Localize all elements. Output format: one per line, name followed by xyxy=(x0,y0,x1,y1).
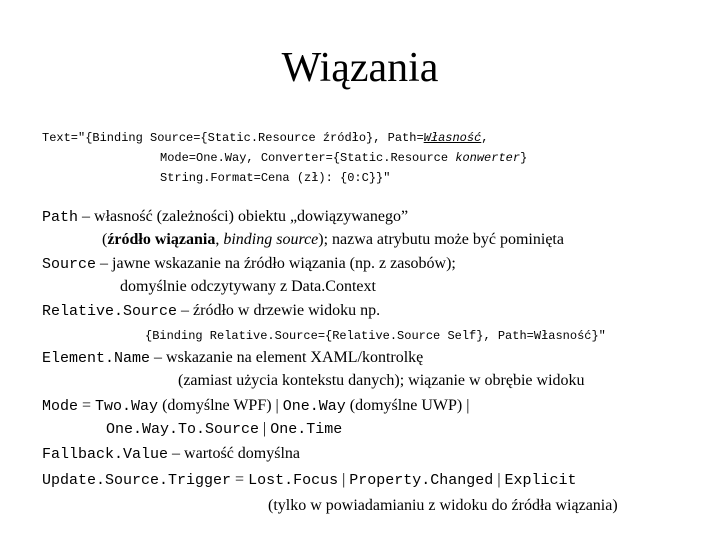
code-line-3: String.Format=Cena (zł): {0:C}}" xyxy=(160,171,391,185)
path-term: Path xyxy=(42,209,79,226)
update-trigger-term: Update.Source.Trigger xyxy=(42,472,232,489)
source-item xyxy=(42,254,456,275)
mode-one-time: One.Time xyxy=(270,421,343,438)
relative-source-item xyxy=(42,301,380,322)
code-line-1-property: Własność xyxy=(423,131,482,145)
fallback-term: Fallback.Value xyxy=(42,446,169,463)
update-trigger-lost-focus: Lost.Focus xyxy=(248,472,339,489)
code-line-2 xyxy=(160,148,527,168)
mode-eq: = xyxy=(78,397,96,414)
mode-item-continued xyxy=(106,419,342,440)
path-cont-d: binding source xyxy=(223,231,319,248)
mode-d2: (domyślne UWP) | xyxy=(345,397,470,414)
element-name-item-continued: (zamiast użycia kontekstu danych); wiązanie w obrębie widoku xyxy=(178,372,585,389)
path-cont-a: ( xyxy=(102,231,108,248)
mode-d1: (domyślne WPF) | xyxy=(158,397,283,414)
path-cont-c: , xyxy=(215,231,224,248)
update-trigger-note: (tylko w powiadamianiu z widoku do źródła wiązania) xyxy=(268,497,618,514)
path-item-continued xyxy=(102,230,564,250)
code-line-2-c: } xyxy=(520,151,528,165)
source-desc: – jawne wskazanie na źródło wiązania (np. z zasobów); xyxy=(96,255,456,272)
relative-source-example: {Binding Relative.Source={Relative.Source Self}, Path=Własność}" xyxy=(145,329,606,343)
source-term: Source xyxy=(42,256,97,273)
update-trigger-explicit: Explicit xyxy=(504,472,577,489)
element-name-term: Element.Name xyxy=(42,350,151,367)
update-trigger-sep1: | xyxy=(338,471,350,488)
code-line-1 xyxy=(42,128,488,148)
source-item-continued: domyślnie odczytywany z Data.Context xyxy=(120,278,376,295)
relative-source-desc: – źródło w drzewie widoku np. xyxy=(177,302,381,319)
code-line-1-a: Text="{Binding Source={Static.Resource źródło}, Path= xyxy=(42,131,424,145)
update-trigger-sep2: | xyxy=(493,471,505,488)
mode-two-way: Two.Way xyxy=(95,398,159,415)
mode-sep: | xyxy=(259,420,271,437)
code-line-1-c: , xyxy=(481,131,489,145)
code-line-2-a: Mode=One.Way, Converter={Static.Resource xyxy=(160,151,456,165)
element-name-desc: – wskazanie na element XAML/kontrolkę xyxy=(150,349,424,366)
path-cont-b: źródło wiązania xyxy=(107,231,216,248)
fallback-item xyxy=(42,444,300,465)
element-name-item xyxy=(42,348,423,369)
mode-item xyxy=(42,396,469,417)
update-trigger-property-changed: Property.Changed xyxy=(349,472,494,489)
path-cont-e: ); nazwa atrybutu może być pominięta xyxy=(318,231,564,248)
update-trigger-eq: = xyxy=(231,471,249,488)
path-desc: – własność (zależności) obiektu „dowiązywanego” xyxy=(78,208,409,225)
mode-one-way: One.Way xyxy=(282,398,346,415)
path-item xyxy=(42,207,408,228)
update-trigger-item xyxy=(42,470,577,491)
mode-one-way-to-source: One.Way.To.Source xyxy=(106,421,260,438)
slide-title: Wiązania xyxy=(281,45,439,91)
fallback-desc: – wartość domyślna xyxy=(168,445,301,462)
mode-term: Mode xyxy=(42,398,79,415)
code-line-2-converter: konwerter xyxy=(455,151,521,165)
relative-source-term: Relative.Source xyxy=(42,303,178,320)
